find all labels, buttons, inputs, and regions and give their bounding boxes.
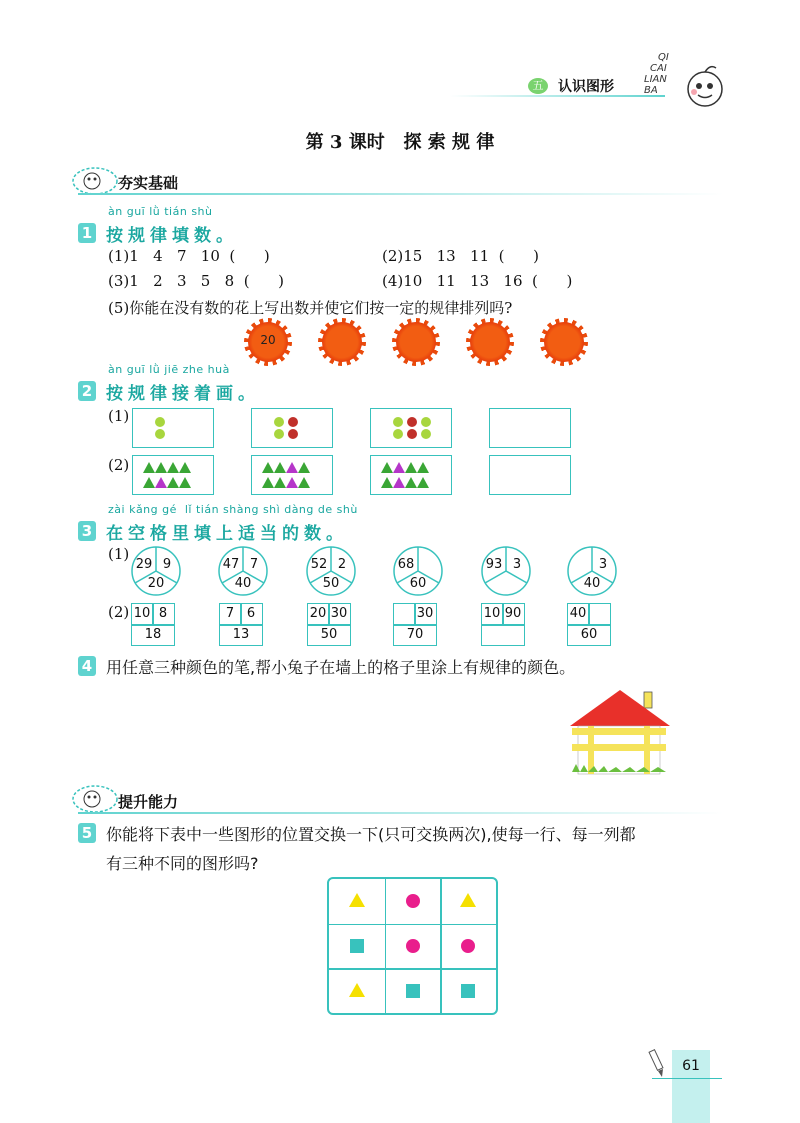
red-dot	[288, 417, 298, 427]
grid-value-b: 30	[416, 606, 434, 621]
q2-row2-label: (2)	[108, 456, 130, 474]
grid-hline	[220, 624, 262, 626]
q2-row1-label: (1)	[108, 407, 130, 425]
pattern-box	[132, 455, 214, 495]
grid-vline	[588, 604, 590, 624]
number-grid	[567, 603, 611, 646]
brand-letter: CAI	[650, 63, 667, 74]
green-dot	[155, 417, 165, 427]
flower-number: 20	[260, 333, 276, 347]
triangle-icon[interactable]	[460, 893, 476, 907]
circle-value-b: 9	[162, 557, 172, 572]
q3-title: 在空格里填上适当的数。	[106, 524, 348, 544]
brand-letter: QI	[658, 52, 669, 63]
number-circle	[306, 546, 356, 596]
green-dot	[274, 429, 284, 439]
answer-box[interactable]	[489, 455, 571, 495]
table-hline	[329, 924, 496, 926]
grid-value-c: 50	[320, 627, 338, 642]
grid-value-a: 40	[569, 606, 587, 621]
flower-2[interactable]	[322, 322, 362, 362]
grid-hline	[482, 624, 524, 626]
green-dot	[421, 429, 431, 439]
q5-text-line2: 有三种不同的图形吗?	[106, 854, 259, 873]
q5-text-line1: 你能将下表中一些图形的位置交换一下(只可交换两次),使每一行、每一列都	[106, 825, 636, 844]
table-hline	[329, 968, 496, 970]
number-circle	[131, 546, 181, 596]
number-grid	[393, 603, 437, 646]
q1-badge: 1	[78, 223, 96, 243]
triangle-icon[interactable]	[349, 893, 365, 907]
grid-value-a: 10	[483, 606, 501, 621]
red-dot	[288, 429, 298, 439]
circle-value-a: 29	[135, 557, 153, 572]
pattern-box	[370, 408, 452, 448]
pencil-icon	[644, 1048, 668, 1078]
q3-pinyin: zài kǎng gé lǐ tián shàng shì dàng de shù	[108, 503, 358, 516]
grid-value-c: 13	[232, 627, 250, 642]
unit-badge: 五	[528, 78, 548, 94]
square-icon[interactable]	[406, 984, 420, 998]
section-rule	[78, 812, 723, 814]
unit-title: 认识图形	[558, 79, 614, 95]
green-dot	[155, 429, 165, 439]
table-vline	[385, 879, 387, 1013]
page-number-rule	[652, 1078, 722, 1079]
grid-value-c: 18	[144, 627, 162, 642]
circle-icon[interactable]	[461, 939, 475, 953]
number-grid	[307, 603, 351, 646]
q3-row2-label: (2)	[108, 603, 130, 621]
circle-icon[interactable]	[406, 894, 420, 908]
red-dot	[407, 417, 417, 427]
q1-item-1: (1)1 4 7 10 ( )	[108, 247, 270, 265]
circle-value-c: 60	[409, 576, 427, 591]
circle-value-b: 2	[337, 557, 347, 572]
q1-pinyin: àn guī lǜ tián shù	[108, 205, 213, 218]
number-circle	[218, 546, 268, 596]
grid-value-c: 60	[580, 627, 598, 642]
triangle-icon[interactable]	[349, 983, 365, 997]
triangles-icon	[371, 456, 451, 494]
q3-row1-label: (1)	[108, 545, 130, 563]
brand-letter: LIAN	[644, 74, 667, 85]
pattern-box	[251, 455, 333, 495]
number-circle	[393, 546, 443, 596]
q5-badge: 5	[78, 823, 96, 843]
number-grid	[481, 603, 525, 646]
green-dot	[274, 417, 284, 427]
number-grid	[219, 603, 263, 646]
flower-1[interactable]	[248, 322, 288, 362]
brand-letter: BA	[644, 85, 658, 96]
q4-badge: 4	[78, 656, 96, 676]
grid-hline	[394, 624, 436, 626]
number-circle	[567, 546, 617, 596]
grid-value-b: 6	[246, 606, 256, 621]
triangles-icon	[252, 456, 332, 494]
circle-value-b: 7	[249, 557, 259, 572]
q3-badge: 3	[78, 521, 96, 541]
q1-item-3: (3)1 2 3 5 8 ( )	[108, 272, 285, 290]
q1-item-2: (2)15 13 11 ( )	[382, 247, 539, 265]
number-grid	[131, 603, 175, 646]
q2-title: 按规律接着画。	[106, 384, 260, 404]
circle-value-c: 40	[583, 576, 601, 591]
square-icon[interactable]	[350, 939, 364, 953]
flower-5[interactable]	[544, 322, 584, 362]
lesson-title: 第 3 课时 探 索 规 律	[305, 132, 495, 153]
table-vline	[440, 879, 442, 1013]
grid-hline	[568, 624, 610, 626]
grid-value-a: 20	[309, 606, 327, 621]
grid-value-b: 8	[158, 606, 168, 621]
circle-icon[interactable]	[406, 939, 420, 953]
mascot-icon	[680, 62, 730, 112]
grid-hline	[132, 624, 174, 626]
number-circle	[481, 546, 531, 596]
grid-value-b: 90	[504, 606, 522, 621]
q1-item-5: (5)你能在没有数的花上写出数并使它们按一定的规律排列吗?	[108, 299, 513, 317]
grid-value-b: 30	[330, 606, 348, 621]
grid-value-a: 7	[225, 606, 235, 621]
triangles-icon	[133, 456, 213, 494]
section-mascot-icon	[72, 166, 118, 196]
circle-value-b: 3	[598, 557, 608, 572]
grid-value-a: 10	[133, 606, 151, 621]
circle-value-c: 40	[234, 576, 252, 591]
pattern-box	[370, 455, 452, 495]
house-icon	[568, 688, 672, 776]
pattern-box	[132, 408, 214, 448]
red-dot	[407, 429, 417, 439]
section-mascot-icon	[72, 784, 118, 814]
circle-value-b: 3	[512, 557, 522, 572]
q2-pinyin: àn guī lǜ jiē zhe huà	[108, 363, 230, 376]
answer-box[interactable]	[489, 408, 571, 448]
circle-value-a: 93	[485, 557, 503, 572]
page-number: 61	[682, 1058, 700, 1074]
flower-3[interactable]	[396, 322, 436, 362]
square-icon[interactable]	[461, 984, 475, 998]
q2-badge: 2	[78, 381, 96, 401]
section-title-improve: 提升能力	[118, 793, 179, 811]
flower-4[interactable]	[470, 322, 510, 362]
section-rule	[78, 193, 723, 195]
shape-table	[327, 877, 498, 1015]
q1-title: 按规律填数。	[106, 226, 238, 246]
q1-item-4: (4)10 11 13 16 ( )	[382, 272, 573, 290]
grid-value-c: 70	[406, 627, 424, 642]
circle-value-a: 68	[397, 557, 415, 572]
green-dot	[421, 417, 431, 427]
grid-hline	[308, 624, 350, 626]
green-dot	[393, 429, 403, 439]
circle-value-a: 47	[222, 557, 240, 572]
circle-value-a: 52	[310, 557, 328, 572]
circle-value-c: 20	[147, 576, 165, 591]
pattern-box	[251, 408, 333, 448]
section-title-foundation: 夯实基础	[118, 174, 179, 192]
green-dot	[393, 417, 403, 427]
q4-text: 用任意三种颜色的笔,帮小兔子在墙上的格子里涂上有规律的颜色。	[106, 658, 576, 677]
circle-value-c: 50	[322, 576, 340, 591]
